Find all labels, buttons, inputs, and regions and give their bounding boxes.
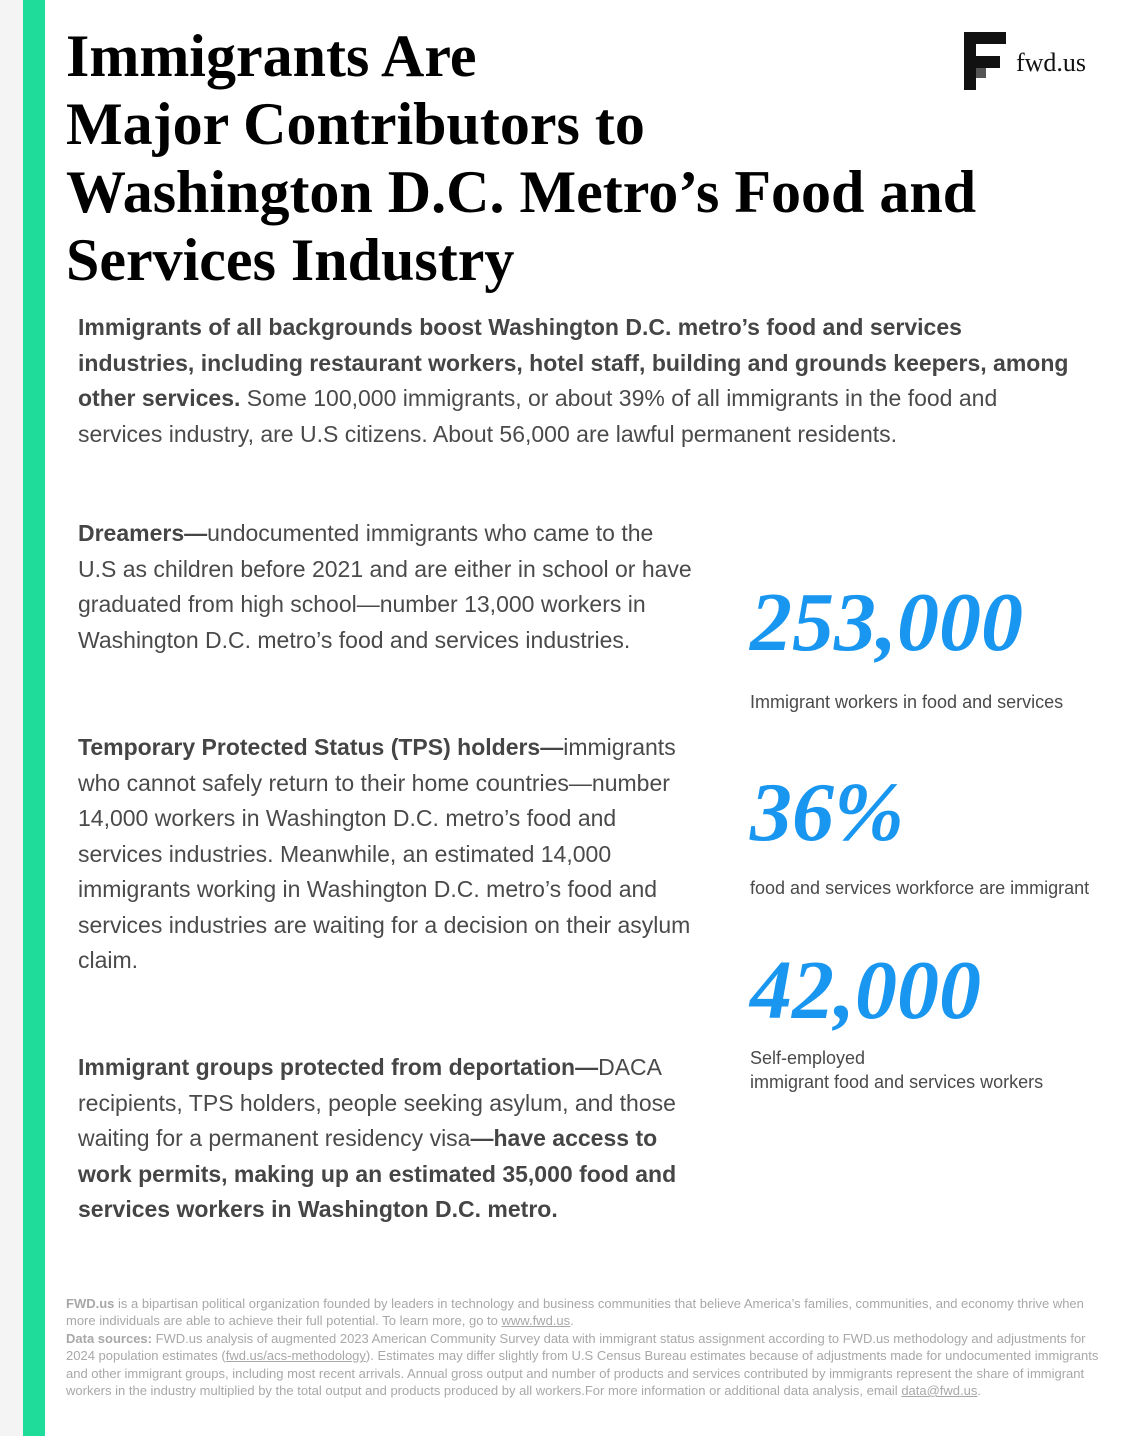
- footer-sources: [66, 1330, 1106, 1400]
- fwd-logo-icon: [964, 32, 1006, 90]
- intro-paragraph: [78, 310, 1078, 452]
- footer-sources-label: Data sources:: [66, 1330, 152, 1346]
- footer-email-link[interactable]: data@fwd.us: [901, 1383, 978, 1399]
- stat-self-employed: [750, 946, 1043, 1094]
- tps-bold: Temporary Protected Status (TPS) holders—: [78, 734, 564, 760]
- fwd-logo: [964, 32, 1104, 92]
- protected-rest: DACA recipients, TPS holders, people seeking asylum, and those waiting for a permanent residency visa: [78, 1054, 676, 1151]
- stat-value: 42,000: [750, 944, 981, 1037]
- title-line-4: Services Industry: [66, 227, 515, 293]
- footer-methodology-link[interactable]: fwd.us/acs-methodology: [225, 1348, 366, 1364]
- title-line-2: Major Contributors to: [66, 91, 645, 157]
- logo-text: fwd.us: [1016, 48, 1087, 77]
- intro-rest: Some 100,000 immigrants, or about 39% of all immigrants in the food and services industry, are U.S citizens. About 56,000 are lawful permanent residents.: [78, 385, 998, 447]
- protected-bold-end: —have access to work permits, making up an estimated 35,000 food and services workers in Washington D.C. metro.: [78, 1125, 677, 1222]
- stat-label: [750, 1046, 1043, 1094]
- title-line-3: Washington D.C. Metro’s Food and: [66, 159, 977, 225]
- intro-bold: Immigrants of all backgrounds boost Washington D.C. metro’s food and services industries, including restaurant workers, hotel staff, building and grounds keepers, among other services.: [78, 314, 1069, 411]
- stat-value: 36%: [750, 766, 904, 859]
- stat-value: 253,000: [750, 576, 1023, 669]
- page-title: [66, 22, 1086, 294]
- footer-org-name: FWD.us: [66, 1296, 115, 1311]
- footer-org-text: is a bipartisan political organization founded by leaders in technology and business communities that believe America’s families, communities, and economy thrive when more individuals are able to achieve their full potential. To learn more, go to: [66, 1296, 1084, 1329]
- dreamers-rest: undocumented immigrants who came to the U.S as children before 2021 and are either in school or have graduated from high school—number 13,000 workers in Washington D.C. metro’s food and services industries.: [78, 520, 692, 653]
- footer-sources-text-1: FWD.us analysis of augmented 2023 American Community Survey data with immigrant status assignment according to FWD.us methodology and adjustments for 2024 population estimates (: [66, 1330, 1086, 1364]
- footer-email-end: .: [977, 1383, 982, 1399]
- footer-notes: [66, 1295, 1106, 1399]
- stat-label: Immigrant workers in food and services: [750, 692, 1064, 712]
- title-line-1: Immigrants Are: [66, 23, 477, 89]
- footer-sources-text-2: ). Estimates may differ slightly from U.S Census Bureau estimates because of adjustments made for undocumented immigrants and other immigrant groups, including most recent arrivals. Annual gross output and number of products and services contributed by immigrants represent the share of immigrant workers in the industry multiplied by the total output and products produced by all workers.For more information or additional data analysis, email: [66, 1348, 1099, 1399]
- stat-label-line-1: Self-employed: [750, 1048, 866, 1068]
- stat-immigrant-workers: [750, 578, 1063, 714]
- stat-label: food and services workforce are immigrant: [750, 878, 1090, 898]
- protected-bold: Immigrant groups protected from deportation—: [78, 1054, 599, 1080]
- tps-rest: immigrants who cannot safely return to their home countries—number 14,000 workers in Washington D.C. metro’s food and services industries. Meanwhile, an estimated 14,000 immigrants working in Washington D.C. metro’s food and services industries are waiting for a decision on their asylum claim.: [78, 734, 691, 973]
- dreamers-bold: Dreamers—: [78, 520, 208, 546]
- footer-website-link[interactable]: www.fwd.us: [501, 1313, 571, 1329]
- stat-label-line-2: immigrant food and services workers: [750, 1072, 1044, 1092]
- left-gutter: [0, 0, 23, 1436]
- tps-paragraph: [78, 730, 698, 979]
- footer-org-end: .: [570, 1313, 574, 1329]
- stat-workforce-share: [750, 768, 1089, 900]
- footer-about: [66, 1295, 1106, 1330]
- protected-paragraph: [78, 1050, 698, 1228]
- dreamers-paragraph: [78, 516, 698, 658]
- accent-stripe: [23, 0, 45, 1436]
